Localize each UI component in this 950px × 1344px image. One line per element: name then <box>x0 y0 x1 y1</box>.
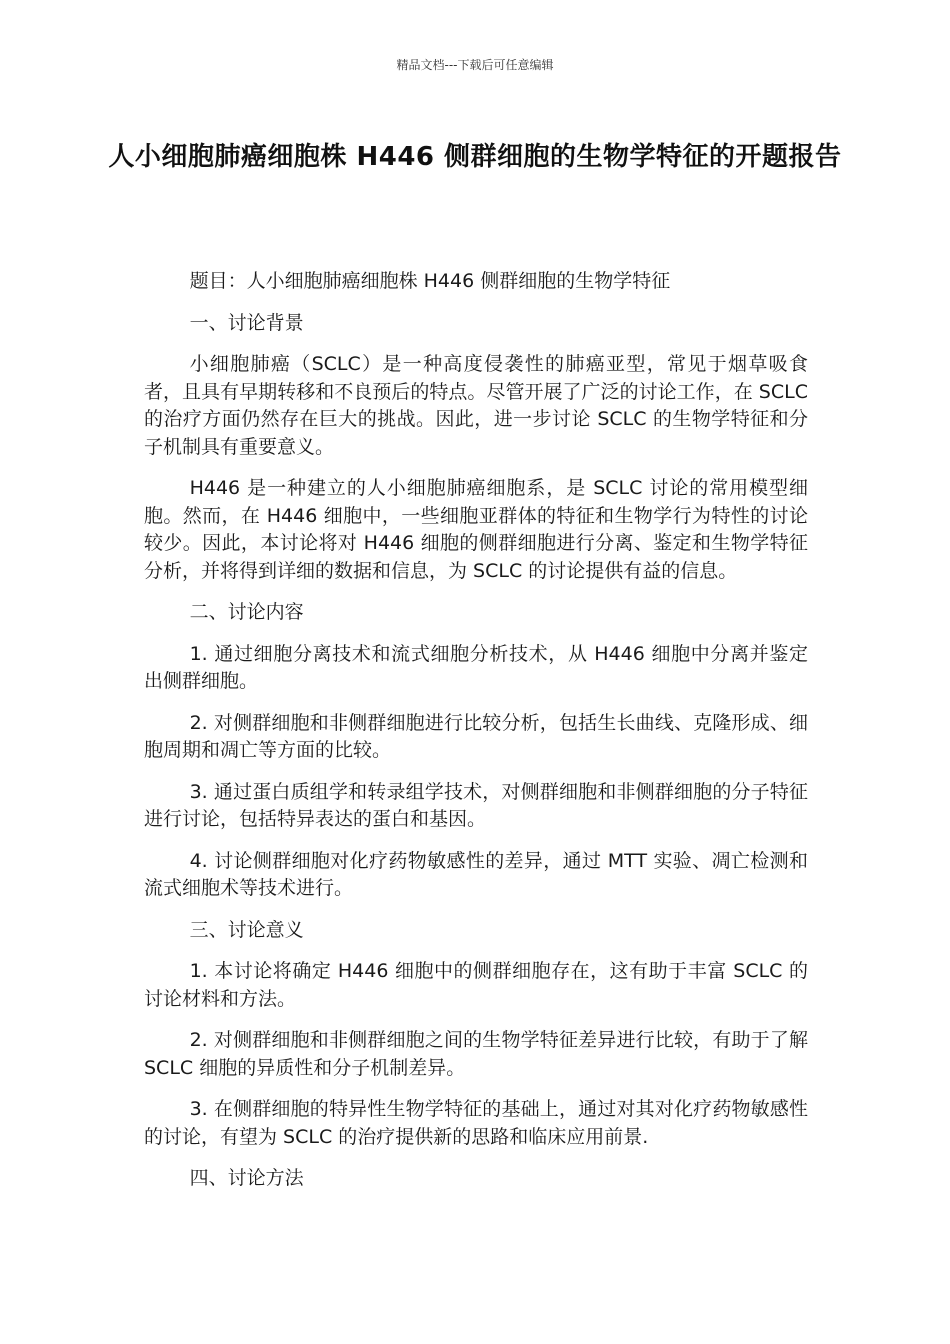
background-paragraph: H446 是一种建立的人小细胞肺癌细胞系，是 SCLC 讨论的常用模型细胞。然而，在 H446 细胞中，一些细胞亚群体的特征和生物学行为特性的讨论较少。因此，本讨论将对 H446 细胞的侧群细胞进行分离、鉴定和生物学特征分析，并将得到详细的数据和信息，为 SCLC 的讨论提供有益的信息。 <box>144 477 808 582</box>
content-item: 2. 对侧群细胞和非侧群细胞进行比较分析，包括生长曲线、克隆形成、细胞周期和凋亡等方面的比较。 <box>144 711 808 761</box>
significance-item: 3. 在侧群细胞的特异性生物学特征的基础上，通过对其对化疗药物敏感性的讨论，有望为 SCLC 的治疗提供新的思路和临床应用前景. <box>144 1098 808 1148</box>
document-title: 人小细胞肺癌细胞株 H446 侧群细胞的生物学特征的开题报告 <box>108 142 842 172</box>
content-item: 4. 讨论侧群细胞对化疗药物敏感性的差异，通过 MTT 实验、凋亡检测和流式细胞术等技术进行。 <box>144 849 808 899</box>
content-item: 1. 通过细胞分离技术和流式细胞分析技术，从 H446 细胞中分离并鉴定出侧群细胞。 <box>144 642 808 692</box>
topic-line: 题目：人小细胞肺癌细胞株 H446 侧群细胞的生物学特征 <box>189 270 671 292</box>
background-paragraph: 小细胞肺癌（SCLC）是一种高度侵袭性的肺癌亚型，常见于烟草吸食者，且具有早期转移和不良预后的特点。尽管开展了广泛的讨论工作，在 SCLC 的治疗方面仍然存在巨大的挑战。因此，进一步讨论 SCLC 的生物学特征和分子机制具有重要意义。 <box>144 353 808 458</box>
section-heading-content: 二、讨论内容 <box>189 601 304 623</box>
section-heading-significance: 三、讨论意义 <box>189 918 304 941</box>
document-body <box>144 268 808 1207</box>
section-heading-methods: 四、讨论方法 <box>189 1167 304 1189</box>
content-item: 3. 通过蛋白质组学和转录组学技术，对侧群细胞和非侧群细胞的分子特征进行讨论，包括特异表达的蛋白和基因。 <box>144 780 808 830</box>
significance-item: 2. 对侧群细胞和非侧群细胞之间的生物学特征差异进行比较，有助于了解 SCLC 细胞的异质性和分子机制差异。 <box>144 1029 808 1079</box>
significance-item: 1. 本讨论将确定 H446 细胞中的侧群细胞存在，这有助于丰富 SCLC 的讨论材料和方法。 <box>144 960 808 1010</box>
section-heading-background: 一、讨论背景 <box>189 311 304 334</box>
header-note: 精品文档---下载后可任意编辑 <box>396 58 554 72</box>
